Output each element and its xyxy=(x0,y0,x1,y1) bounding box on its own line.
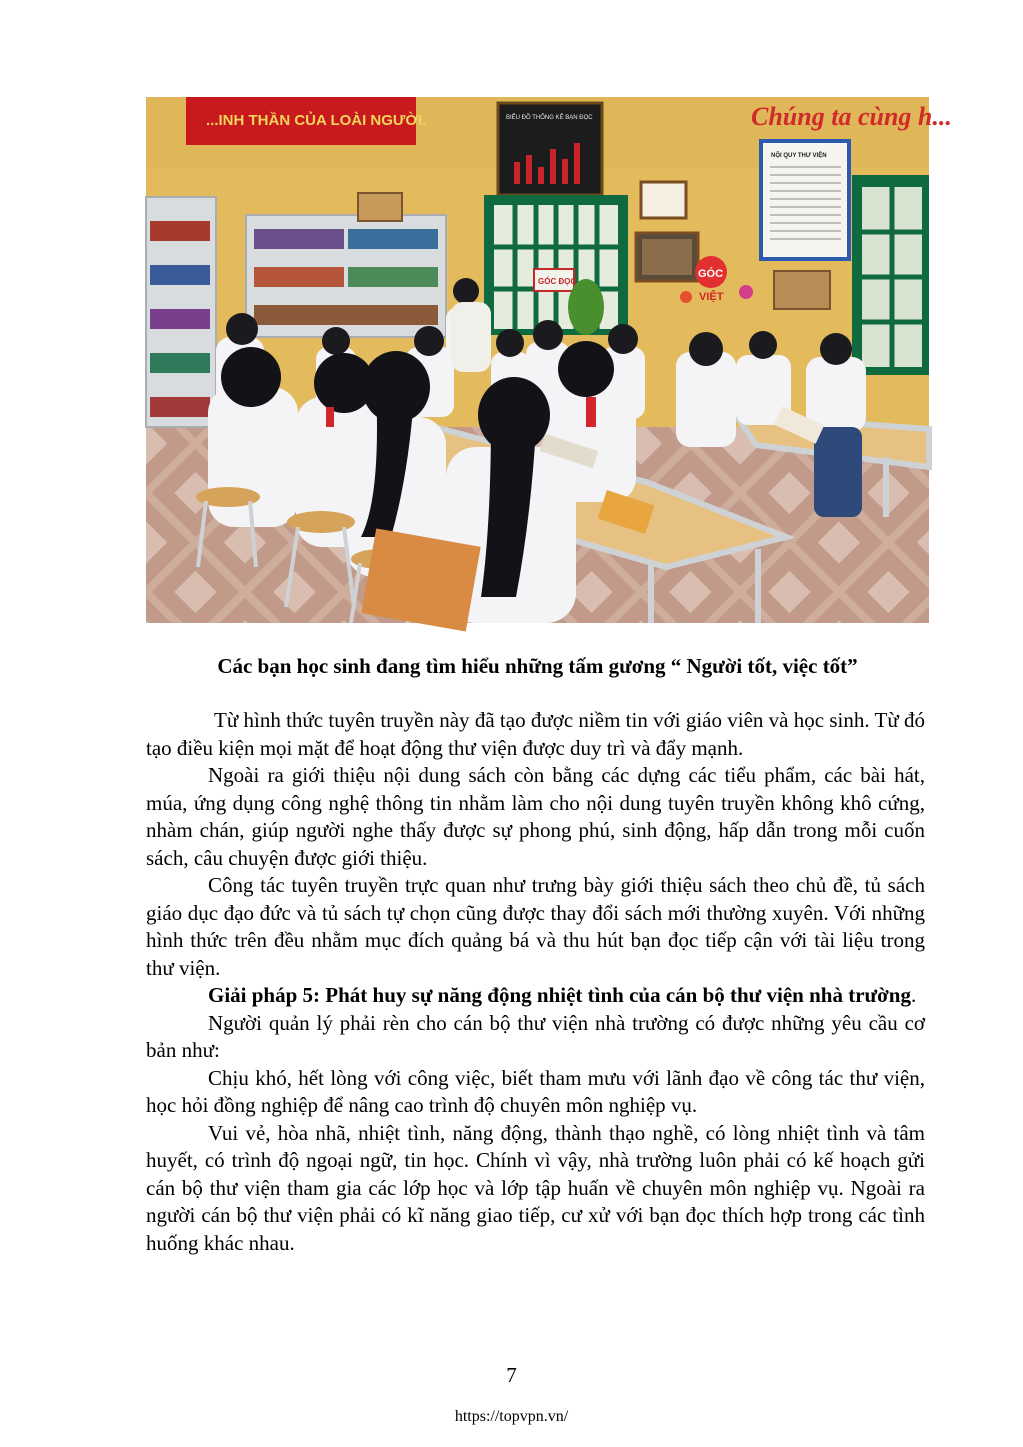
wall-letters-goc: GÓC xyxy=(698,268,724,280)
paragraph: Người quản lý phải rèn cho cán bộ thư viện nhà trường có được những yêu cầu cơ bản như: xyxy=(146,1010,925,1062)
library-photo-illustration xyxy=(146,97,952,623)
wall-slogan: Chúng ta cùng h... xyxy=(751,102,952,131)
section-heading-tail: . xyxy=(910,983,917,1007)
wall-banner-text: ...INH THẦN CỦA LOÀI NGƯỜI. xyxy=(206,112,427,129)
wall-letters-viet: VIỆT xyxy=(699,291,724,303)
paragraph: Công tác tuyên truyền trực quan như trưng bày giới thiệu sách theo chủ đề, tủ sách giáo dục đạo đức và tủ sách tự chọn cũng được thay đổi sách mới thường xuyên. Với những hình thức trên đều nhằm mục đích quảng bá và thu hút bạn đọc tiếp cận với tài liệu trong thư viện. xyxy=(146,873,925,980)
source-url: https://topvpn.vn/ xyxy=(454,1408,569,1425)
page-number: 7 xyxy=(506,1363,517,1387)
library-photo xyxy=(146,97,952,623)
document-body xyxy=(146,707,925,1257)
photo-caption: Các bạn học sinh đang tìm hiểu những tấm gương “ Người tốt, việc tốt” xyxy=(217,654,858,678)
section-heading xyxy=(146,982,925,1010)
section-heading-text: Giải pháp 5: Phát huy sự năng động nhiệt tình của cán bộ thư viện nhà trường xyxy=(208,983,911,1007)
rules-poster-title: NỘI QUY THƯ VIỆN xyxy=(771,153,827,159)
paragraph: Chịu khó, hết lòng với công việc, biết tham mưu với lãnh đạo về công tác thư viện, học hỏi đồng nghiệp để nâng cao trình độ chuyên môn nghiệp vụ. xyxy=(146,1065,925,1117)
reading-corner-sign-text: GÓC ĐỌC xyxy=(538,277,577,286)
statistics-board-title: BIỂU ĐỒ THỐNG KÊ BẠN ĐỌC xyxy=(506,115,593,121)
paragraph: Từ hình thức tuyên truyền này đã tạo được niềm tin với giáo viên và học sinh. Từ đó tạo điều kiện mọi mặt để hoạt động thư viện được duy trì và đẩy mạnh. xyxy=(146,708,925,760)
paragraph: Vui vẻ, hòa nhã, nhiệt tình, năng động, thành thạo nghề, có lòng nhiệt tình và tâm huyết, có trình độ ngoại ngữ, tin học. Chính vì vậy, nhà trường luôn phải có kế hoạch gửi cán bộ thư viện tham gia các lớp học và lớp tập huấn về chuyên môn nghiệp vụ. Ngoài ra người cán bộ thư viện phải có kĩ năng giao tiếp, cư xử với bạn đọc thích hợp trong các tình huống khác nhau. xyxy=(146,1120,925,1255)
paragraph: Ngoài ra giới thiệu nội dung sách còn bằng các dựng các tiểu phẩm, các bài hát, múa, ứng dụng công nghệ thông tin nhằm làm cho nội dung tuyên truyền không khô cứng, nhàm chán, giúp người nghe thấy được sự phong phú, sinh động, hấp dẫn trong mỗi cuốn sách, câu chuyện được giới thiệu. xyxy=(146,763,925,870)
